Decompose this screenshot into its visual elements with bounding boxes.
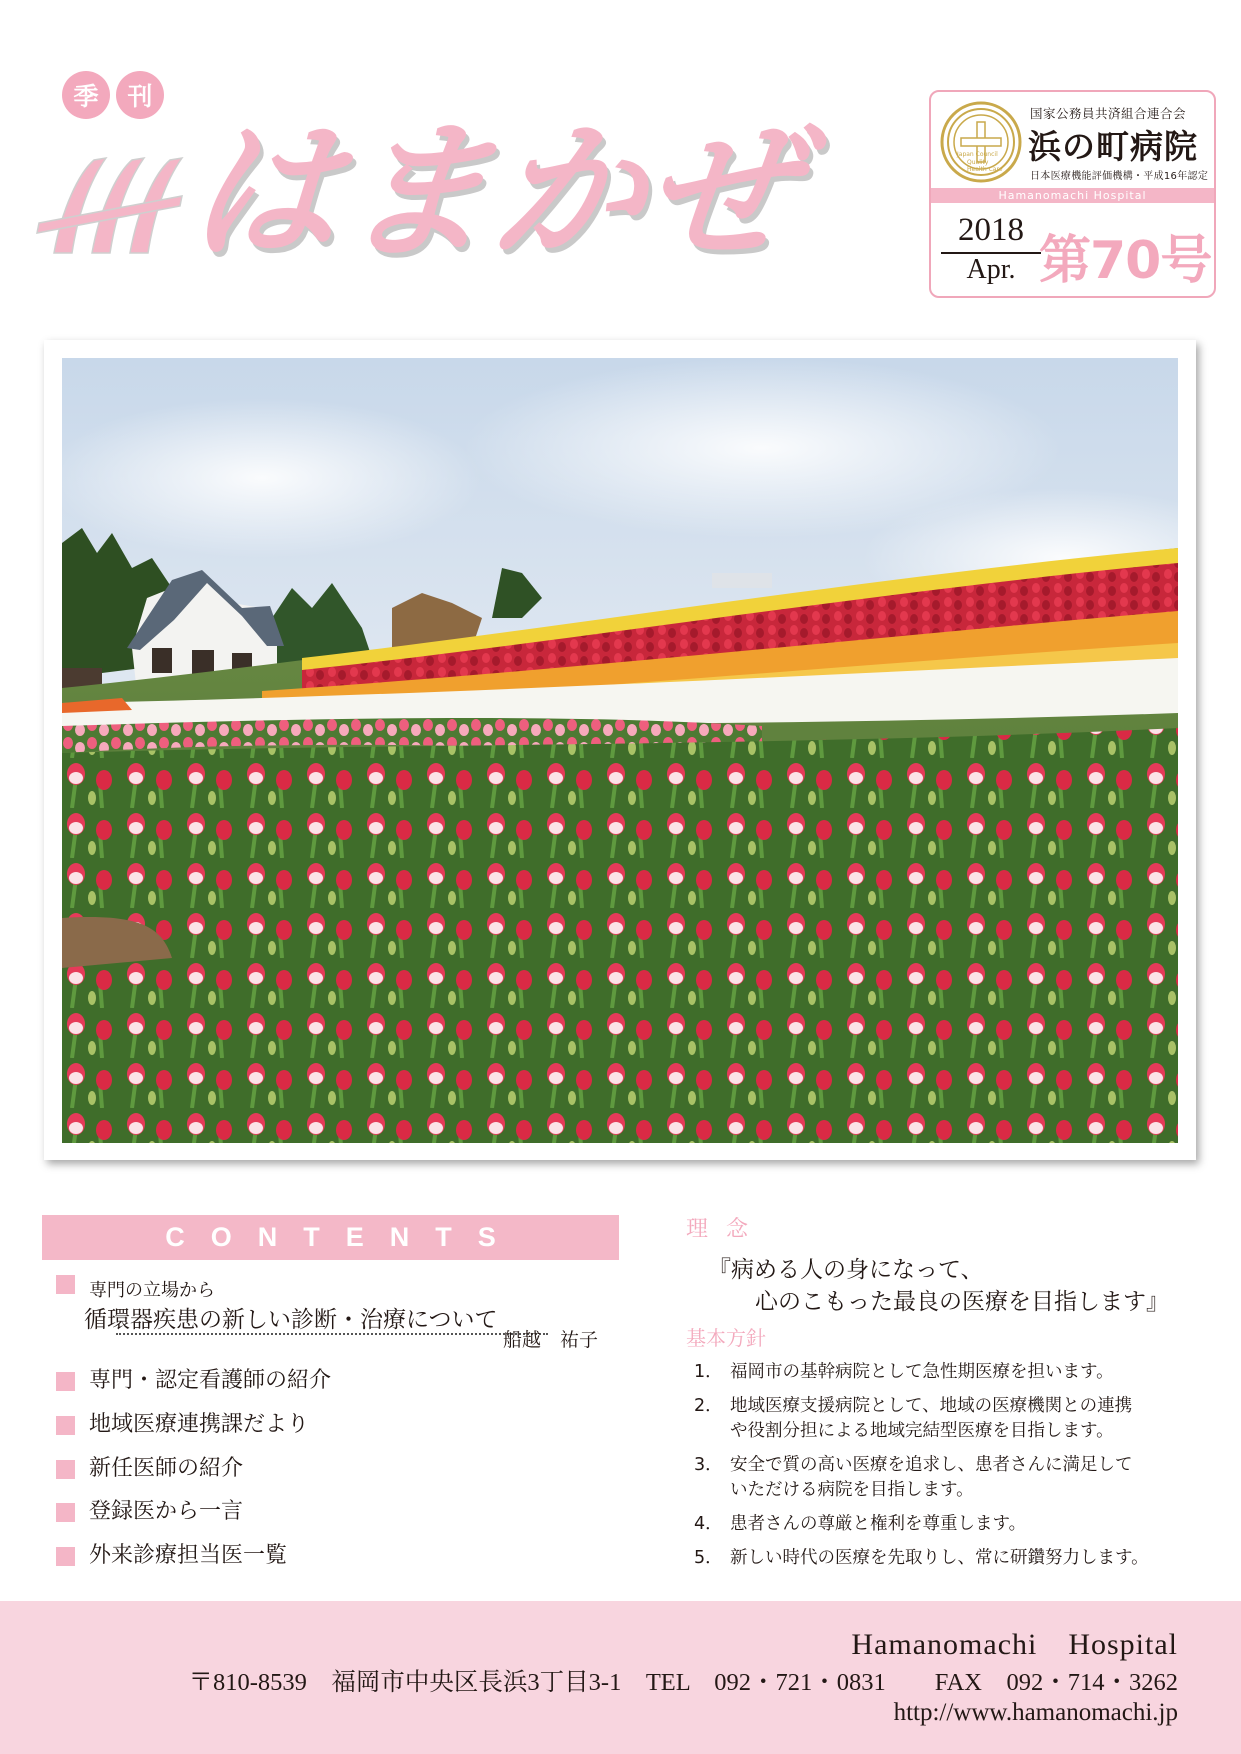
svg-text:Japan Council: Japan Council: [957, 151, 998, 158]
policy-item-number: 1．: [694, 1362, 723, 1382]
kikan-char-ki: 季: [62, 71, 110, 119]
contents-item[interactable]: [56, 1458, 243, 1480]
hospital-organization: 国家公務員共済組合連合会: [1030, 106, 1187, 121]
hospital-badge: [929, 90, 1216, 298]
hospital-certification: 日本医療機能評価機構・平成16年認定: [1030, 171, 1209, 182]
contents-item-title: 循環器疾患の新しい診断・治療について: [84, 1307, 498, 1333]
bullet-square-icon: [56, 1547, 75, 1566]
policy-item-number: 3．: [694, 1455, 723, 1475]
svg-text:Health Care: Health Care: [967, 166, 1003, 173]
wave-logo-icon: [34, 148, 184, 258]
contents-item-label: 地域医療連携課だより: [89, 1412, 310, 1437]
policy-item: [694, 1453, 1214, 1503]
policy-item-number: 5．: [694, 1548, 723, 1568]
footer-hospital-name: Hamanomachi Hospital: [851, 1628, 1178, 1661]
policy-item: [694, 1512, 1214, 1537]
kikan-badges: [62, 71, 164, 119]
kikan-char-kan: 刊: [116, 71, 164, 119]
policy-list: [694, 1360, 1214, 1580]
contents-item-label: 登録医から一言: [89, 1499, 244, 1524]
policy-item: [694, 1546, 1214, 1571]
contents-heading: CONTENTS: [42, 1215, 619, 1260]
policy-item-text: 福岡市の基幹病院として急性期医療を担います。: [730, 1362, 1114, 1382]
footer: [0, 1601, 1241, 1754]
policy-item: [694, 1360, 1214, 1385]
policy-item-text: 安全で質の高い医療を追求し、患者さんに満足して: [730, 1455, 1133, 1475]
philosophy-heading: 理念: [686, 1217, 767, 1242]
philosophy-line-2: 心のこもった最良の医療を目指します』: [755, 1289, 1169, 1315]
svg-text:Quality: Quality: [967, 159, 989, 166]
bullet-square-icon: [56, 1503, 75, 1522]
issue-number: 第70号: [1039, 231, 1212, 291]
policy-heading: 基本方針: [686, 1326, 766, 1350]
leader-dots: [116, 1333, 548, 1335]
cover-photo-frame: [44, 340, 1196, 1160]
contents-item[interactable]: [56, 1545, 287, 1567]
issue-month: Apr.: [966, 254, 1016, 285]
accreditation-emblem-icon: [939, 100, 1023, 184]
footer-website-link[interactable]: http://www.hamanomachi.jp: [893, 1699, 1178, 1726]
bullet-square-icon: [56, 1416, 75, 1435]
bullet-square-icon: [56, 1275, 75, 1294]
contents-item-label: 新任医師の紹介: [89, 1456, 244, 1481]
magazine-title: はまかぜ: [180, 106, 808, 280]
policy-item-number: 2．: [694, 1396, 723, 1416]
policy-item-number: 4．: [694, 1514, 723, 1534]
contents-item[interactable]: [56, 1414, 309, 1436]
footer-address: 〒810-8539 福岡市中央区長浜3丁目3-1 TEL 092・721・0831 FAX 092・714・3262: [188, 1669, 1178, 1696]
policy-item-text: 地域医療支援病院として、地域の医療機関との連携: [730, 1396, 1133, 1416]
contents-item-category: 専門の立場から: [89, 1280, 215, 1301]
hospital-badge-header: [931, 92, 1214, 188]
policy-item-text: 新しい時代の医療を先取りし、常に研鑽努力します。: [730, 1548, 1149, 1568]
bullet-square-icon: [56, 1372, 75, 1391]
contents-item-author: 船越 祐子: [503, 1329, 599, 1351]
contents-item[interactable]: [56, 1501, 243, 1523]
hospital-name-strip: Hamanomachi Hospital: [931, 188, 1214, 203]
bullet-square-icon: [56, 1460, 75, 1479]
tulip-field-photo: [62, 358, 1178, 1143]
policy-item-text: 患者さんの尊厳と権利を尊重します。: [730, 1514, 1027, 1534]
contents-item-featured[interactable]: [56, 1275, 616, 1350]
policy-item-text: や役割分担による地域完結型医療を目指します。: [730, 1421, 1114, 1441]
contents-item-label: 専門・認定看護師の紹介: [89, 1368, 332, 1393]
hospital-name: 浜の町病院: [1028, 127, 1198, 166]
issue-year: 2018: [958, 212, 1024, 248]
contents-item-label: 外来診療担当医一覧: [89, 1543, 288, 1568]
contents-item[interactable]: [56, 1370, 331, 1392]
policy-item: [694, 1394, 1214, 1444]
philosophy-line-1: 『病める人の身になって、: [708, 1257, 984, 1283]
policy-item-text: いただける病院を目指します。: [730, 1480, 974, 1500]
